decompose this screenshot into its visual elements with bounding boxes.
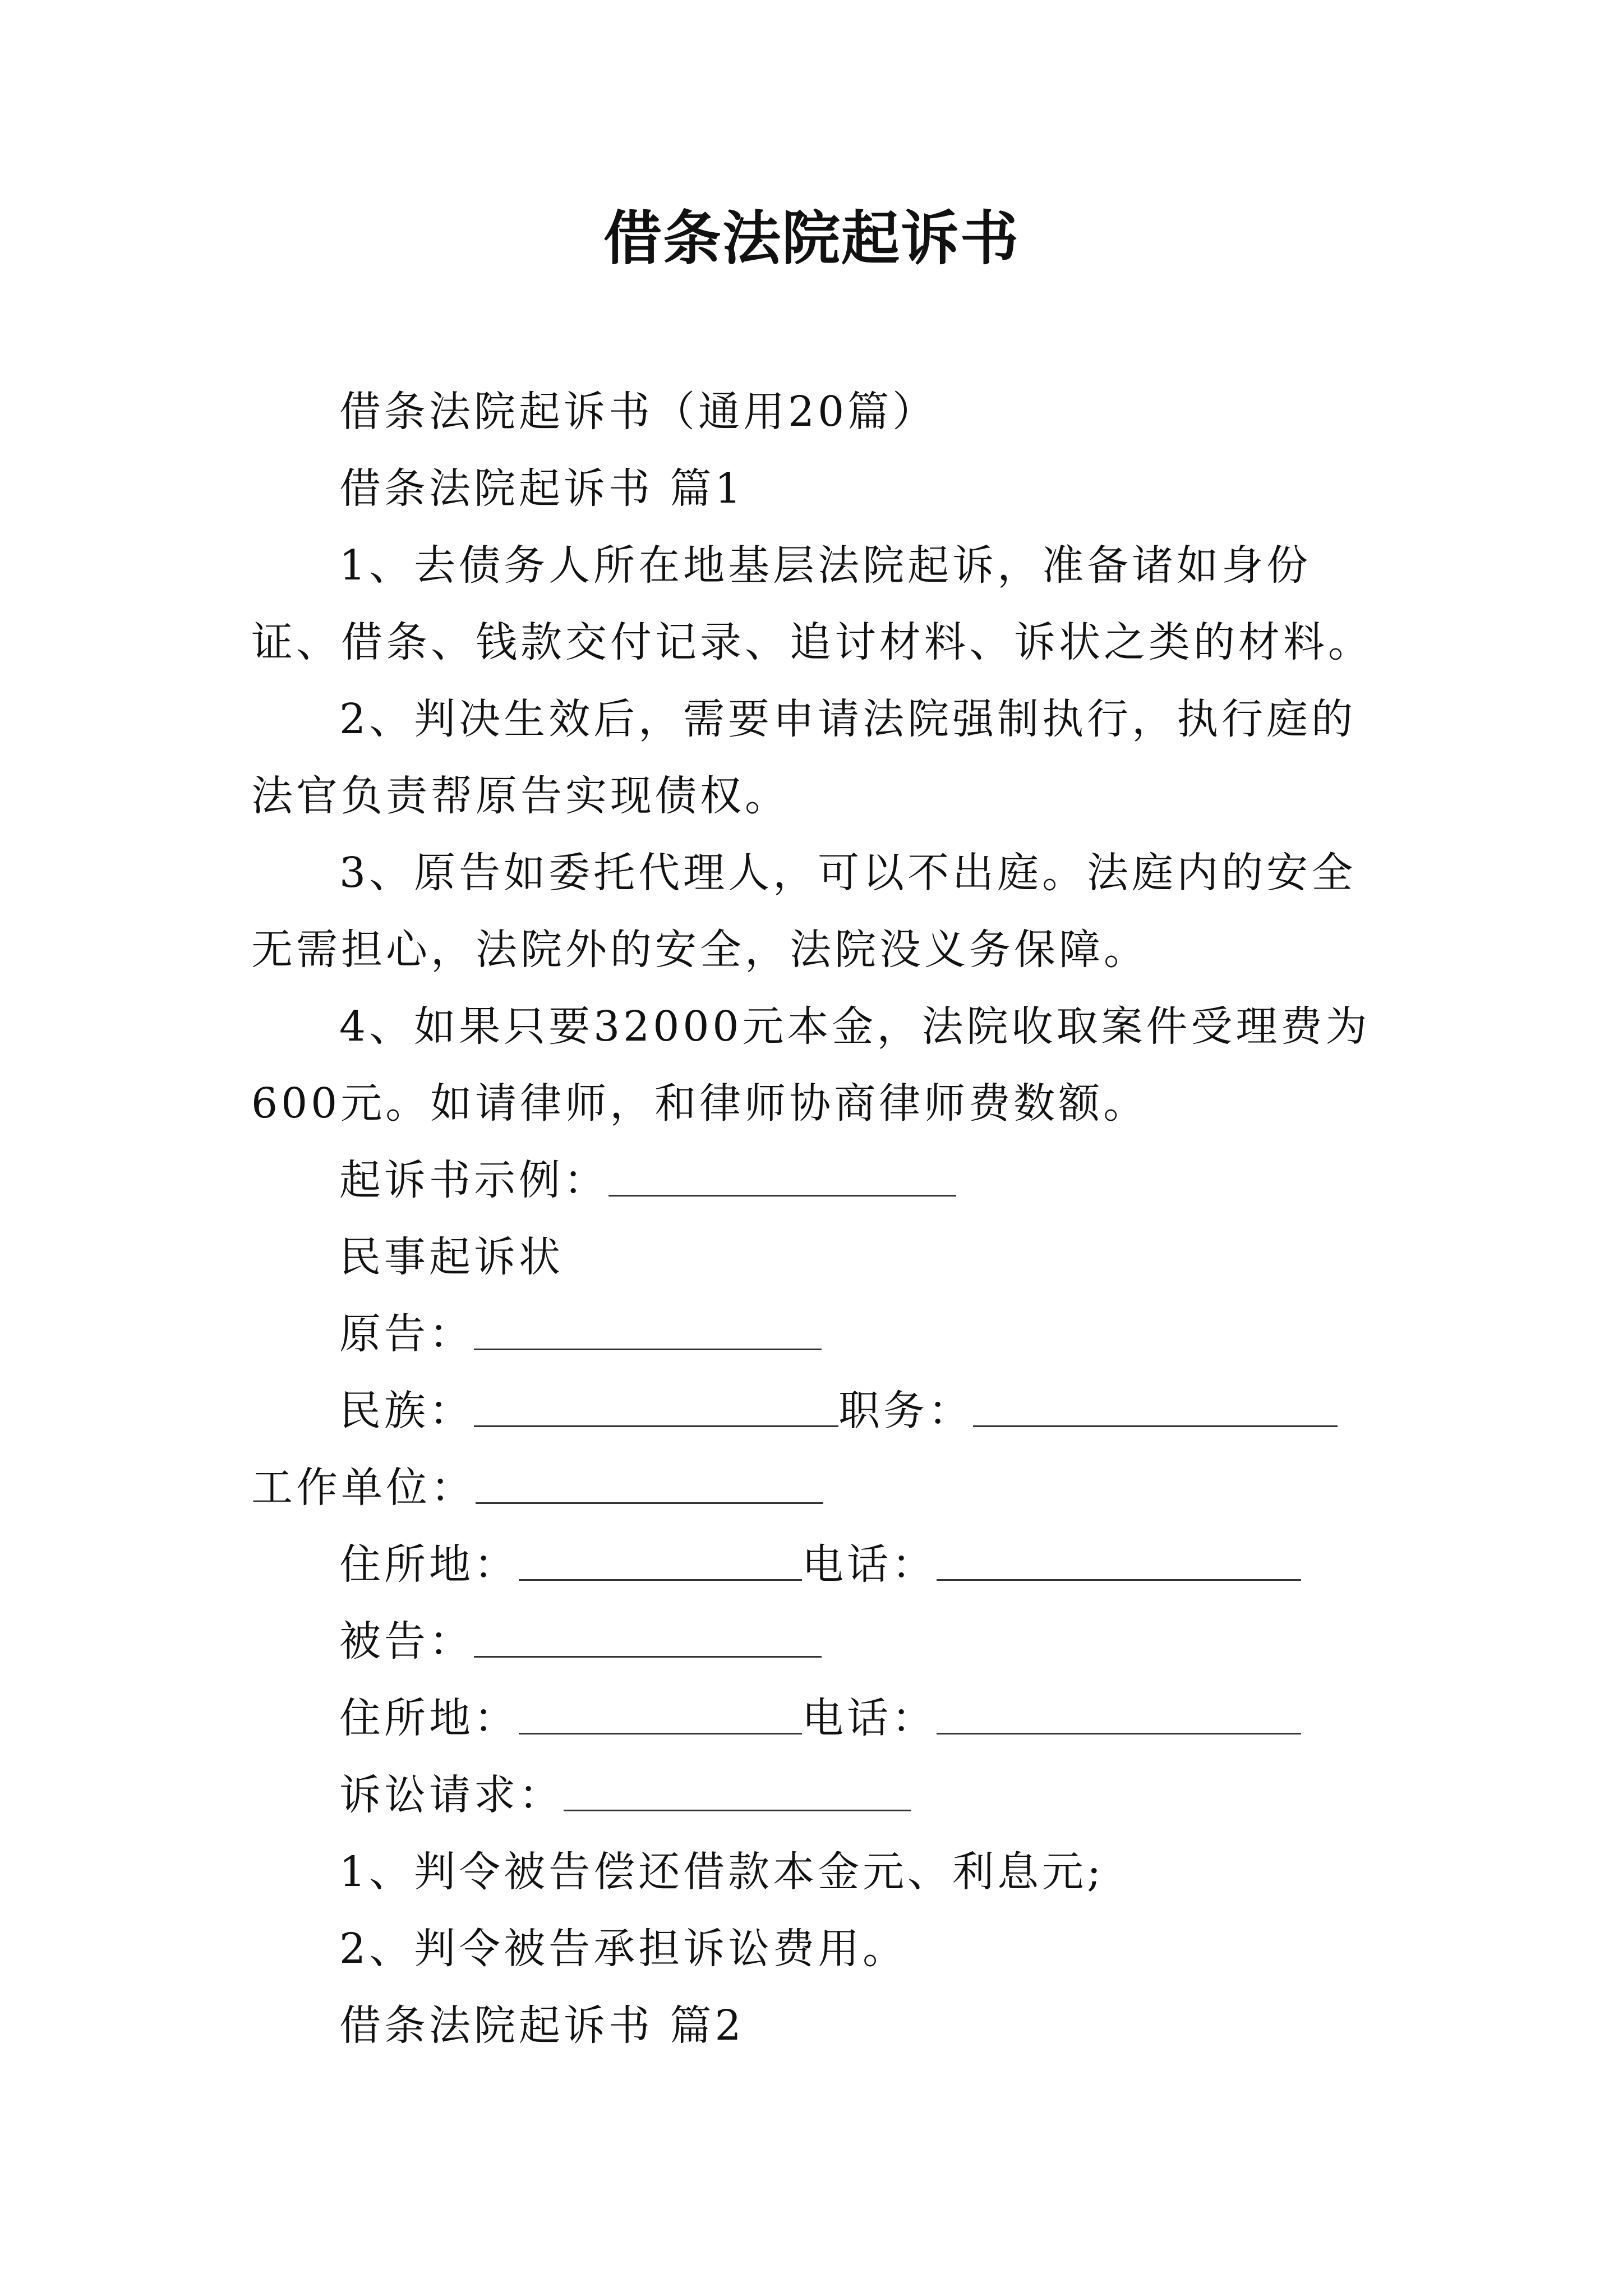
example-label-text: 起诉书示例： bbox=[339, 1156, 608, 1204]
paragraph-defendant-address bbox=[251, 1680, 1373, 1757]
fill-blank-line bbox=[474, 1386, 838, 1427]
fill-blank-line bbox=[937, 1540, 1301, 1581]
paragraph-item-2: 2、判决生效后，需要申请法院强制执行，执行庭的法官负责帮原告实现债权。 bbox=[251, 695, 1357, 820]
paragraph-item-1: 1、去债务人所在地基层法院起诉，准备诸如身份证、借条、钱款交付记录、追讨材料、诉状之类的材料。 bbox=[251, 541, 1373, 666]
document-body bbox=[251, 374, 1373, 2064]
document-title: 借条法院起诉书 bbox=[603, 204, 1020, 273]
plaintiff-label: 原告： bbox=[339, 1310, 474, 1358]
paragraph-example-label bbox=[251, 1142, 1373, 1219]
fill-blank-line bbox=[519, 1694, 802, 1734]
paragraph-subtitle: 借条法院起诉书（通用20篇） bbox=[339, 388, 938, 436]
paragraph-ethnicity-position bbox=[251, 1373, 1373, 1526]
fill-blank-line bbox=[474, 1617, 822, 1658]
defendant-label: 被告： bbox=[339, 1617, 474, 1665]
paragraph-defendant bbox=[251, 1603, 1373, 1680]
paragraph-complaint-heading: 民事起诉状 bbox=[339, 1233, 564, 1281]
fill-blank-line bbox=[564, 1770, 911, 1811]
paragraph-section-heading-1: 借条法院起诉书 篇1 bbox=[339, 464, 745, 513]
paragraph-item-4: 4、如果只要32000元本金，法院收取案件受理费为600元。如请律师，和律师协商律师费数额。 bbox=[251, 1002, 1371, 1128]
address-label: 住所地： bbox=[339, 1694, 519, 1742]
address-label: 住所地： bbox=[339, 1540, 519, 1589]
fill-blank-line bbox=[519, 1540, 802, 1581]
paragraph-plaintiff-address bbox=[251, 1526, 1373, 1603]
fill-blank-line bbox=[973, 1386, 1338, 1427]
paragraph-plaintiff bbox=[251, 1296, 1373, 1373]
paragraph-claim-2: 2、判令被告承担诉讼费用。 bbox=[339, 1925, 908, 1973]
phone-label: 电话： bbox=[802, 1540, 937, 1589]
fill-blank-line bbox=[474, 1309, 822, 1350]
fill-blank-line bbox=[608, 1156, 956, 1197]
claims-label: 诉讼请求： bbox=[339, 1771, 564, 1819]
phone-label: 电话： bbox=[802, 1694, 937, 1742]
ethnicity-label: 民族： bbox=[339, 1387, 474, 1435]
paragraph-claims bbox=[251, 1757, 1373, 1834]
paragraph-item-3: 3、原告如委托代理人，可以不出庭。法庭内的安全无需担心，法院外的安全，法院没义务保障。 bbox=[251, 849, 1357, 974]
fill-blank-line bbox=[476, 1463, 823, 1504]
employer-label: 工作单位： bbox=[251, 1464, 476, 1512]
paragraph-claim-1: 1、判令被告偿还借款本金元、利息元; bbox=[339, 1848, 1105, 1896]
paragraph-section-heading-2: 借条法院起诉书 篇2 bbox=[339, 2001, 745, 2050]
position-label: 职务： bbox=[838, 1387, 973, 1435]
fill-blank-line bbox=[937, 1694, 1301, 1734]
